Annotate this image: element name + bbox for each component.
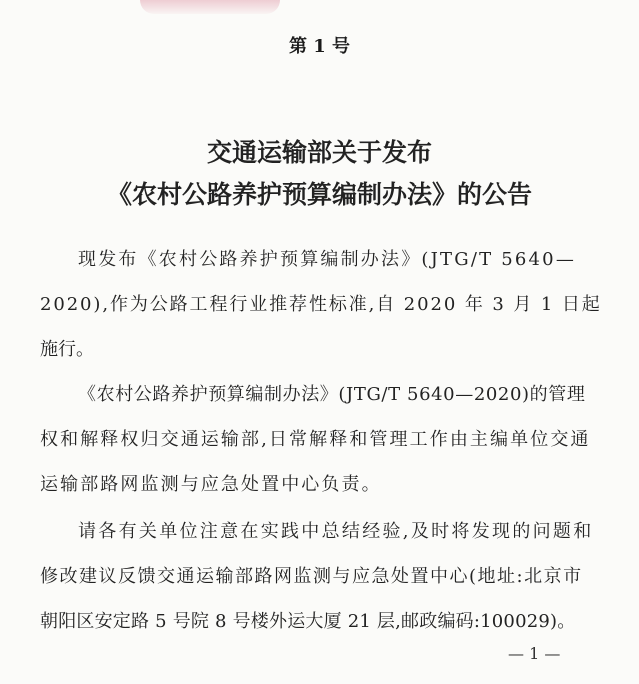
paragraph-1-line-3: 施行。 (40, 339, 94, 360)
paragraph-3-line-3: 朝阳区安定路 5 号院 8 号楼外运大厦 21 层,邮政编码:100029)。 (40, 611, 576, 632)
paragraph-1-line-2: 2020),作为公路工程行业推荐性标准,自 2020 年 3 月 1 日起 (40, 294, 602, 315)
seal-stamp-fragment (140, 0, 280, 14)
title-line-2: 《农村公路养护预算编制办法》的公告 (106, 180, 532, 209)
title-line-1: 交通运输部关于发布 (206, 138, 432, 167)
paragraph-3-line-2: 修改建议反馈交通运输部路网监测与应急处置中心(地址:北京市 (40, 566, 583, 587)
paragraph-2-line-1: 《农村公路养护预算编制办法》(JTG/T 5640—2020)的管理 (78, 384, 586, 405)
paragraph-1-line-1: 现发布《农村公路养护预算编制办法》(JTG/T 5640— (78, 249, 577, 270)
paragraph-2-line-2: 权和解释权归交通运输部,日常解释和管理工作由主编单位交通 (40, 429, 591, 450)
document-number: 第 1 号 (288, 36, 351, 57)
paragraph-3-line-1: 请各有关单位注意在实践中总结经验,及时将发现的问题和 (78, 521, 594, 542)
paragraph-2-line-3: 运输部路网监测与应急处置中心负责。 (40, 474, 382, 495)
page-number: — 1 — (508, 644, 561, 663)
